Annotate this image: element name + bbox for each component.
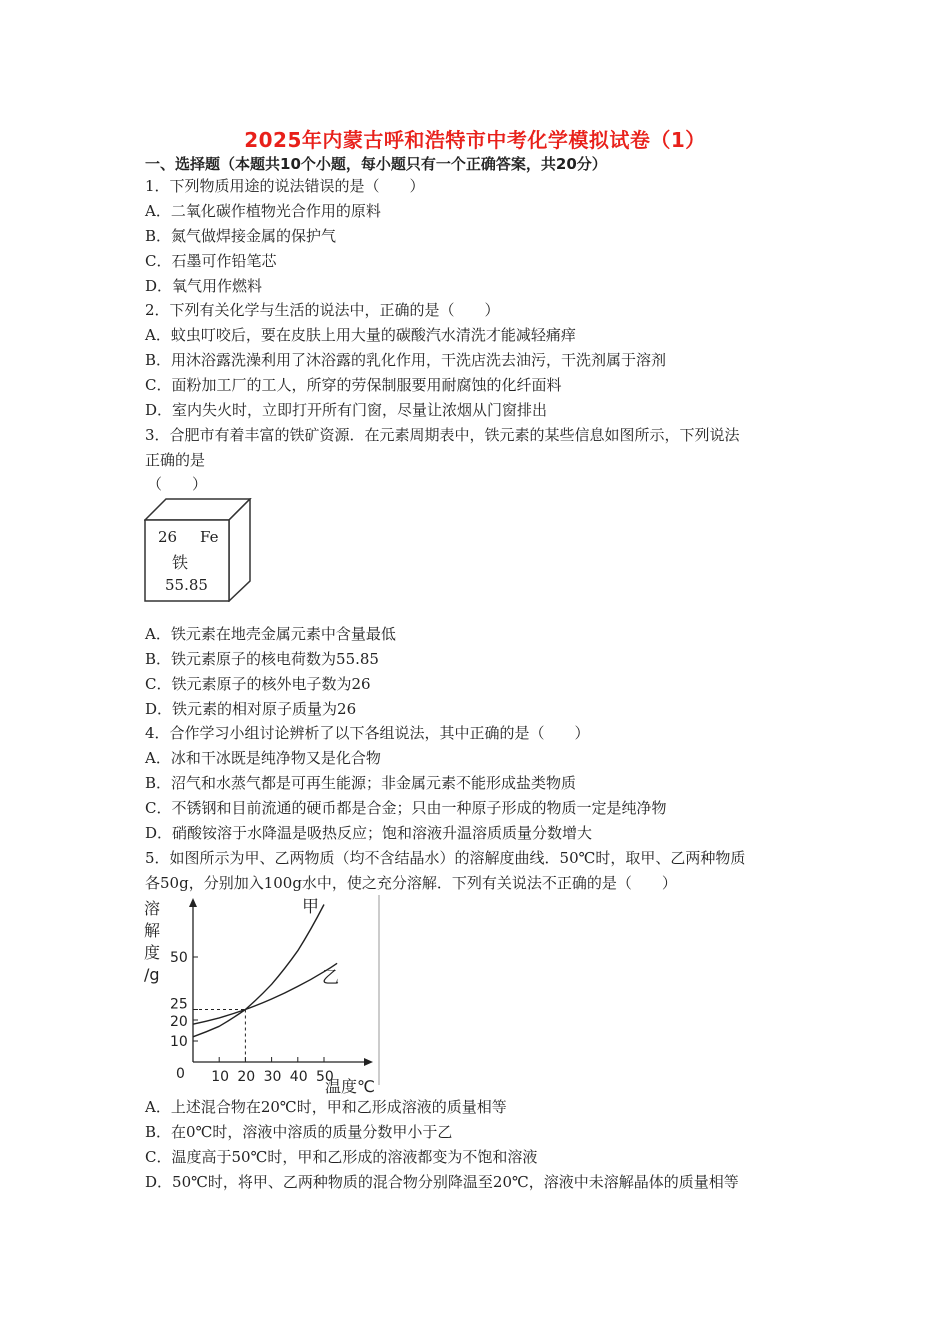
q3-option-a: A．铁元素在地壳金属元素中含量最低 [145, 625, 396, 643]
atomic-mass: 55.85 [165, 576, 208, 594]
element-name: 铁 [172, 553, 189, 572]
x-axis-arrow [364, 1058, 373, 1066]
y-tick-label: 25 [170, 996, 188, 1013]
q5-option-b: B．在0℃时，溶液中溶质的质量分数甲小于乙 [145, 1123, 453, 1141]
q5-option-a: A．上述混合物在20℃时，甲和乙形成溶液的质量相等 [145, 1098, 507, 1116]
series-line-2 [193, 963, 337, 1024]
section-heading: 一、选择题（本题共10个小题，每小题只有一个正确答案，共20分） [145, 155, 607, 173]
series-label-2: 乙 [322, 968, 339, 988]
q2-stem: 2．下列有关化学与生活的说法中，正确的是（ ） [145, 301, 500, 319]
q3-stem-line2: 正确的是 [145, 451, 206, 469]
y-tick-label: 10 [170, 1034, 188, 1050]
series-label-1: 甲 [302, 897, 319, 917]
q4-option-d: D．硝酸铵溶于水降温是吸热反应；饱和溶液升温溶质质量分数增大 [145, 824, 593, 842]
x-tick-label: 40 [289, 1069, 308, 1085]
y-axis-arrow [189, 898, 197, 907]
element-symbol: Fe [200, 528, 219, 546]
x-tick-label: 0 [176, 1066, 185, 1082]
q5-option-d: D．50℃时，将甲、乙两种物质的混合物分别降温至20℃，溶液中未溶解晶体的质量相等 [145, 1173, 739, 1191]
page-title: 2025年内蒙古呼和浩特市中考化学模拟试卷（1） [244, 128, 706, 152]
q1-option-c: C．石墨可作铅笔芯 [145, 252, 277, 270]
q1-option-d: D．氧气用作燃料 [145, 277, 263, 295]
q4-option-c: C．不锈钢和目前流通的硬币都是合金；只由一种原子形成的物质一定是纯净物 [145, 799, 667, 817]
y-tick-label: 50 [170, 950, 188, 966]
x-tick-label: 50 [316, 1069, 334, 1085]
q3-answer-paren: （ ） [147, 475, 208, 493]
q3-stem-line1: 3．合肥市有着丰富的铁矿资源．在元素周期表中，铁元素的某些信息如图所示，下列说法 [145, 426, 740, 444]
y-axis-label: 度 [144, 943, 161, 962]
series-line-1 [193, 905, 324, 1037]
q5-option-c: C．温度高于50℃时，甲和乙形成的溶液都变为不饱和溶液 [145, 1148, 538, 1166]
x-axis-label: 温度℃ [325, 1077, 375, 1095]
y-tick-label: 20 [170, 1014, 188, 1030]
q3-option-d: D．铁元素的相对原子质量为26 [145, 700, 357, 718]
q1-option-a: A．二氧化碳作植物光合作用的原料 [145, 202, 381, 220]
q1-stem: 1．下列物质用途的说法错误的是（ ） [145, 177, 425, 195]
q5-stem-line2: 各50g，分别加入100g水中，使之充分溶解．下列有关说法不正确的是（ ） [145, 874, 677, 892]
y-axis-label: 溶 [144, 899, 161, 918]
q2-option-c: C．面粉加工厂的工人，所穿的劳保制服要用耐腐蚀的化纤面料 [145, 376, 562, 394]
x-tick-label: 20 [237, 1069, 256, 1085]
y-axis-label: /g [144, 965, 160, 984]
x-tick-label: 10 [211, 1069, 230, 1085]
atomic-number: 26 [158, 528, 178, 546]
q2-option-d: D．室内失火时，立即打开所有门窗，尽量让浓烟从门窗排出 [145, 401, 548, 419]
iron-element-tile [144, 498, 252, 602]
q1-option-b: B．氮气做焊接金属的保护气 [145, 227, 337, 245]
y-axis-label: 解 [144, 921, 161, 940]
q4-option-a: A．冰和干冰既是纯净物又是化合物 [145, 749, 381, 767]
q2-option-b: B．用沐浴露洗澡利用了沐浴露的乳化作用，干洗店洗去油污，干洗剂属于溶剂 [145, 351, 667, 369]
solubility-chart-svg [140, 895, 385, 1095]
x-tick-label: 30 [263, 1069, 282, 1085]
q3-option-c: C．铁元素原子的核外电子数为26 [145, 675, 371, 693]
q3-option-b: B．铁元素原子的核电荷数为55.85 [145, 650, 379, 668]
q4-option-b: B．沼气和水蒸气都是可再生能源；非金属元素不能形成盐类物质 [145, 774, 577, 792]
q2-option-a: A．蚊虫叮咬后，要在皮肤上用大量的碳酸汽水清洗才能减轻痛痒 [145, 326, 576, 344]
q5-stem-line1: 5．如图所示为甲、乙两物质（均不含结晶水）的溶解度曲线．50℃时，取甲、乙两种物质 [145, 849, 746, 867]
solubility-chart [140, 895, 385, 1095]
q4-stem: 4．合作学习小组讨论辨析了以下各组说法，其中正确的是（ ） [145, 724, 590, 742]
